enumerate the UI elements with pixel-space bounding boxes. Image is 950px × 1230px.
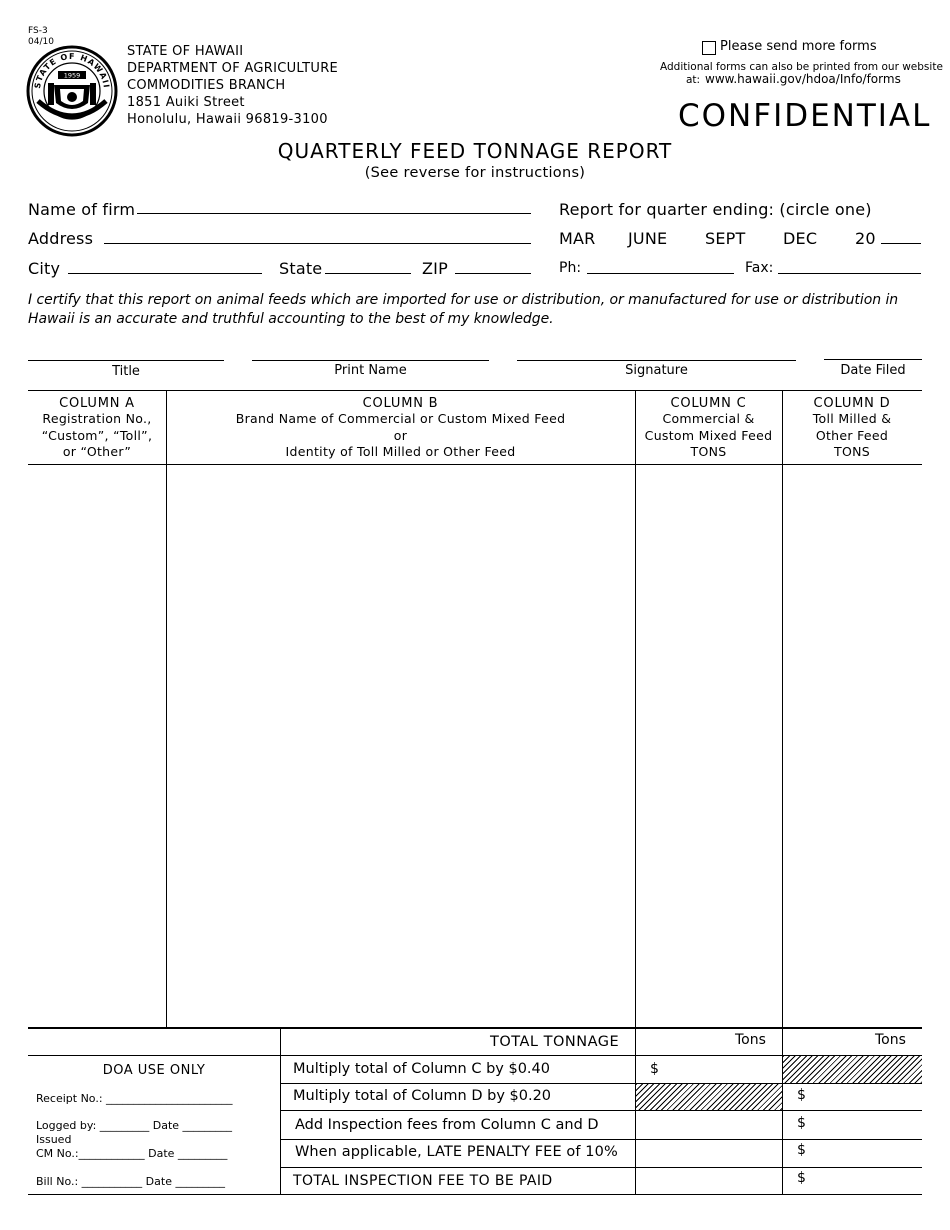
column-d-title: COLUMN D bbox=[813, 396, 891, 411]
agency-line-4: 1851 Auiki Street bbox=[127, 95, 245, 110]
column-b-line-2: or bbox=[393, 427, 408, 443]
phone-label: Ph: bbox=[559, 260, 582, 276]
logged-by-field[interactable]: Logged by: _________ Date _________ bbox=[36, 1119, 233, 1132]
column-c-header bbox=[635, 396, 782, 461]
column-d-line-1: Toll Milled & bbox=[812, 411, 892, 426]
firm-name-label: Name of firm bbox=[28, 200, 136, 219]
column-b-title: COLUMN B bbox=[362, 396, 439, 411]
fee-row-1-amount[interactable] bbox=[662, 1058, 780, 1082]
bill-number-field[interactable]: Bill No.: ___________ Date _________ bbox=[36, 1175, 225, 1188]
column-a-title: COLUMN A bbox=[59, 396, 135, 411]
quarter-option-dec[interactable]: DEC bbox=[783, 229, 818, 248]
total-fee-label: TOTAL INSPECTION FEE TO BE PAID bbox=[293, 1173, 553, 1189]
divider-b-c bbox=[635, 390, 636, 1194]
column-c-line-3: TONS bbox=[690, 444, 727, 459]
column-d-header bbox=[782, 396, 922, 461]
issued-label: Issued bbox=[36, 1133, 72, 1146]
fee-row-1-shaded-cell bbox=[783, 1056, 922, 1083]
form-bottom-border bbox=[28, 1194, 922, 1195]
fee-row-1-currency: $ bbox=[650, 1061, 659, 1077]
seal-year: 1959 bbox=[63, 71, 81, 80]
send-more-forms-label: Please send more forms bbox=[720, 39, 877, 54]
quarter-option-sept[interactable]: SEPT bbox=[705, 229, 746, 248]
column-a-entry-area[interactable] bbox=[29, 466, 165, 1026]
agency-line-5: Honolulu, Hawaii 96819-3100 bbox=[127, 112, 328, 127]
zip-input[interactable] bbox=[455, 273, 531, 274]
doa-use-only-heading: DOA USE ONLY bbox=[102, 1063, 206, 1078]
signature-input[interactable] bbox=[517, 360, 796, 361]
column-d-total-field[interactable] bbox=[784, 1029, 921, 1054]
column-b-line-3: Identity of Toll Milled or Other Feed bbox=[285, 444, 516, 459]
column-d-line-3: TONS bbox=[834, 444, 870, 459]
print-name-input[interactable] bbox=[252, 360, 489, 361]
fee-row-4-label: When applicable, LATE PENALTY FEE of 10% bbox=[295, 1144, 618, 1160]
state-label: State bbox=[279, 259, 323, 278]
table-top-border bbox=[28, 390, 922, 391]
form-revision: 04/10 bbox=[28, 37, 54, 47]
certification-statement: I certify that this report on animal feeds which are imported for use or distribution, or manufactured for use or distribution in Hawaii is an accurate and truthful accounting to the best of my knowledge. bbox=[28, 292, 899, 327]
fee-row-3-amount[interactable] bbox=[810, 1112, 920, 1138]
column-b-entry-area[interactable] bbox=[168, 466, 634, 1026]
zip-label: ZIP bbox=[422, 259, 448, 278]
fee-row-2-border bbox=[280, 1110, 922, 1111]
send-more-forms-checkbox[interactable] bbox=[702, 41, 716, 55]
address-label: Address bbox=[28, 229, 94, 248]
title-caption: Title bbox=[112, 364, 140, 379]
year-input[interactable] bbox=[881, 243, 921, 244]
divider-a-b bbox=[166, 390, 167, 1027]
title-input[interactable] bbox=[28, 360, 224, 361]
total-tonnage-label: TOTAL TONNAGE bbox=[490, 1034, 620, 1050]
city-input[interactable] bbox=[68, 273, 262, 274]
quarter-label: Report for quarter ending: (circle one) bbox=[559, 200, 872, 219]
column-b-header bbox=[166, 396, 635, 461]
column-c-entry-area[interactable] bbox=[637, 466, 781, 1026]
phone-input[interactable] bbox=[587, 273, 734, 274]
column-a-line-1: Registration No., bbox=[42, 411, 152, 426]
website-prefix: at: bbox=[686, 74, 701, 86]
column-d-line-2: Other Feed bbox=[815, 427, 889, 443]
print-name-caption: Print Name bbox=[334, 363, 407, 378]
agency-line-1: STATE OF HAWAII bbox=[127, 44, 244, 59]
column-a-header bbox=[28, 396, 166, 461]
page-title: QUARTERLY FEED TONNAGE REPORT bbox=[277, 139, 673, 163]
column-d-tons-unit: Tons bbox=[875, 1032, 906, 1048]
fee-row-2-amount[interactable] bbox=[810, 1085, 920, 1109]
fee-row-3-label: Add Inspection fees from Column C and D bbox=[295, 1117, 599, 1133]
fee-row-2-currency: $ bbox=[797, 1087, 806, 1103]
total-fee-currency: $ bbox=[797, 1170, 806, 1186]
year-prefix: 20 bbox=[855, 229, 876, 248]
form-number: FS-3 bbox=[28, 26, 48, 36]
additional-forms-note: Additional forms can also be printed from our website bbox=[660, 61, 943, 73]
date-filed-input[interactable] bbox=[824, 359, 922, 360]
fee-row-2-shaded-cell bbox=[636, 1084, 782, 1110]
fee-row-4-currency: $ bbox=[797, 1142, 806, 1158]
fax-label: Fax: bbox=[745, 260, 774, 276]
page-subtitle: (See reverse for instructions) bbox=[364, 165, 586, 181]
column-d-entry-area[interactable] bbox=[784, 466, 921, 1026]
state-seal-icon bbox=[26, 45, 118, 137]
column-c-line-2: Custom Mixed Feed bbox=[644, 427, 773, 443]
column-a-line-3: or “Other” bbox=[62, 444, 132, 459]
fee-row-4-border bbox=[280, 1167, 922, 1168]
column-b-line-1: Brand Name of Commercial or Custom Mixed Feed bbox=[235, 411, 566, 426]
fee-row-1-label: Multiply total of Column C by $0.40 bbox=[293, 1061, 550, 1077]
fee-row-2-label: Multiply total of Column D by $0.20 bbox=[293, 1088, 552, 1104]
total-fee-amount[interactable] bbox=[810, 1169, 920, 1193]
column-c-total-field[interactable] bbox=[637, 1029, 781, 1054]
fee-row-3-border bbox=[280, 1139, 922, 1140]
table-header-border bbox=[28, 464, 922, 465]
cm-number-field[interactable]: CM No.:____________ Date _________ bbox=[36, 1147, 228, 1160]
fee-row-1-border bbox=[280, 1083, 922, 1084]
fax-input[interactable] bbox=[778, 273, 921, 274]
address-input[interactable] bbox=[104, 243, 531, 244]
quarter-option-june[interactable]: JUNE bbox=[628, 229, 668, 248]
agency-line-2: DEPARTMENT OF AGRICULTURE bbox=[127, 61, 339, 76]
column-c-title: COLUMN C bbox=[670, 396, 747, 411]
column-c-tons-unit: Tons bbox=[735, 1032, 766, 1048]
receipt-number-field[interactable]: Receipt No.: _______________________ bbox=[36, 1092, 233, 1105]
confidential-label: CONFIDENTIAL bbox=[678, 98, 932, 134]
seal-text: STATE OF HAWAII bbox=[32, 51, 111, 90]
column-c-line-1: Commercial & bbox=[662, 411, 755, 426]
firm-name-input[interactable] bbox=[137, 213, 531, 214]
website-url[interactable]: www.hawaii.gov/hdoa/Info/forms bbox=[705, 72, 901, 86]
quarter-option-mar[interactable]: MAR bbox=[559, 229, 596, 248]
fee-row-4-amount[interactable] bbox=[810, 1141, 920, 1166]
agency-line-3: COMMODITIES BRANCH bbox=[127, 78, 286, 93]
signature-caption: Signature bbox=[625, 363, 688, 378]
column-a-line-2: “Custom”, “Toll”, bbox=[41, 427, 153, 443]
doa-divider bbox=[280, 1028, 281, 1194]
date-filed-caption: Date Filed bbox=[840, 363, 906, 378]
city-label: City bbox=[28, 259, 61, 278]
fee-row-3-currency: $ bbox=[797, 1115, 806, 1131]
state-input[interactable] bbox=[325, 273, 411, 274]
